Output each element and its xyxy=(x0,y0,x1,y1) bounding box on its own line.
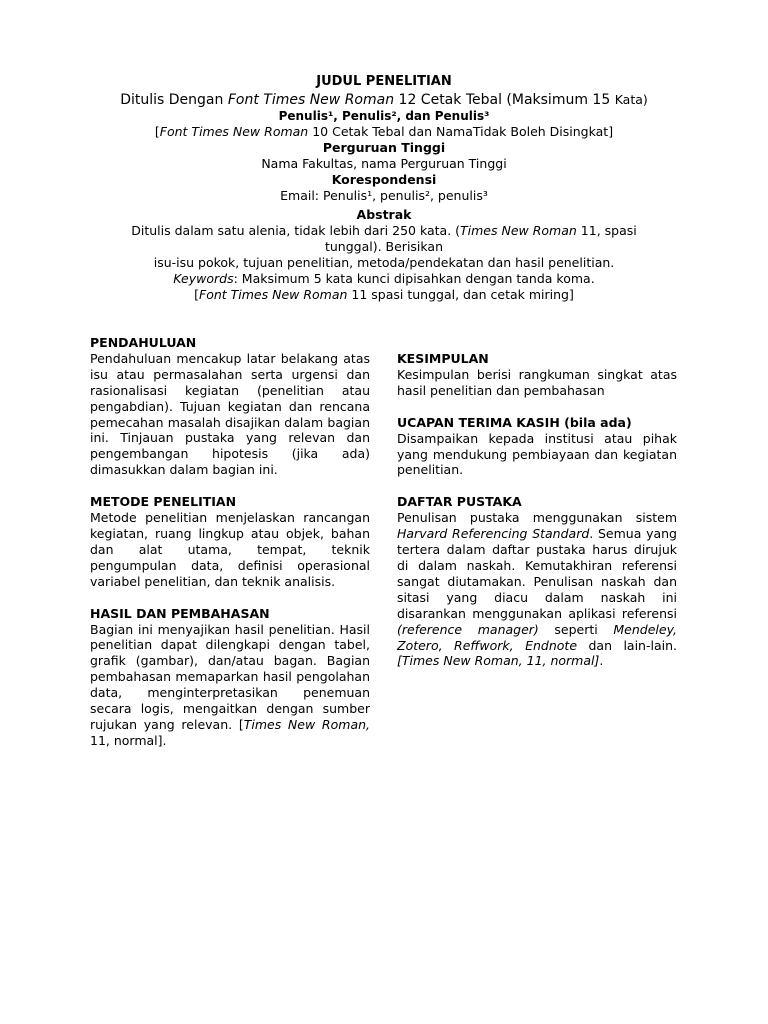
title-instruction-pre: Ditulis Dengan xyxy=(120,92,228,108)
ref-text-3: . Semua yang tertera dalam daftar pustaka harus dirujuk di dalam naskah. Kemutakhiran referensi sangat diutamakan. Penulisan naskah dan sitasi yang diacu dalam naskah ini disarankan menggunakan aplikasi referensi xyxy=(397,526,677,621)
correspondence-email: Email: Penulis¹, penulis², penulis³ xyxy=(280,188,488,203)
ref-text-1: Penulisan pustaka menggunakan sistem xyxy=(397,510,677,526)
title-instruction-end: Kata) xyxy=(614,92,648,107)
section-heading: DAFTAR PUSTAKA xyxy=(397,494,522,510)
ref-text-8: [Times New Roman, 11, normal] xyxy=(397,653,600,669)
title-instruction-post: 12 Cetak Tebal (Maksimum 15 xyxy=(394,92,615,108)
section-acknowledgement xyxy=(397,415,677,479)
results-note-post: 11, normal]. xyxy=(90,732,167,748)
section-method xyxy=(90,494,370,589)
ref-text-4: (reference manager) xyxy=(397,621,539,637)
paper-title: JUDUL PENELITIAN xyxy=(316,74,452,89)
section-results xyxy=(90,606,370,749)
author-instruction xyxy=(90,124,678,140)
section-introduction xyxy=(90,335,370,478)
abstract-note-font: Font Times New Roman xyxy=(199,287,348,302)
section-references xyxy=(397,494,677,669)
ref-text-5: seperti xyxy=(538,621,614,637)
institution-name: Nama Fakultas, nama Perguruan Tinggi xyxy=(261,156,507,171)
keywords-label: Keywords xyxy=(173,271,234,286)
ref-text-9: . xyxy=(599,653,604,669)
abstract-line-1 xyxy=(90,223,678,239)
results-note-font: Times New Roman, xyxy=(243,716,370,732)
ref-text-2: Harvard Referencing Standard xyxy=(397,526,590,542)
section-heading: KESIMPULAN xyxy=(397,351,489,366)
section-body xyxy=(90,622,370,749)
section-body: Disampaikan kepada institusi atau pihak yang mendukung pembiayaan dan kegiatan penelitian. xyxy=(397,430,677,478)
section-heading: PENDAHULUAN xyxy=(90,335,197,350)
results-text: Bagian ini menyajikan hasil penelitian. Hasil penelitian dapat dilengkapi dengan tabel, grafik (gambar), dan/atau bagan. Bagian pembahasan memaparkan hasil pengolahan data, menginterpretasikan penemuan secara logis, mengaitkan dengan sumber rujukan yang relevan. xyxy=(90,621,370,732)
correspondence-label: Korespondensi xyxy=(331,172,437,187)
author-instruction-open: [ xyxy=(154,124,160,139)
section-body: Pendahuluan mencakup latar belakang atas isu atau permasalahan serta urgensi dan rasionalisasi kegiatan (penelitian atau pengabdian). Tujuan kegiatan dan rencana pemecahan masalah disajikan dalam bagian ini. Tinjauan pustaka yang relevan dan pengembangan hipotesis (jika ada) dimasukkan dalam bagian ini. xyxy=(90,350,370,478)
abstract-note-open: [ xyxy=(194,287,199,302)
abstract-label: Abstrak xyxy=(356,207,412,222)
abstract-note-post: 11 spasi tunggal, dan cetak miring] xyxy=(347,287,574,302)
left-column xyxy=(90,335,370,765)
abstract-line-1-font: Times New Roman xyxy=(460,223,577,238)
right-column xyxy=(397,351,677,685)
abstract-note xyxy=(90,287,678,303)
institution-label: Perguruan Tinggi xyxy=(322,140,446,155)
ref-text-6: Mendeley, Zotero, Reffwork, Endnote xyxy=(397,621,677,653)
section-body: Kesimpulan berisi rangkuman singkat atas hasil penelitian dan pembahasan xyxy=(397,366,677,398)
section-body xyxy=(397,510,677,669)
section-conclusion xyxy=(397,351,677,399)
section-body: Metode penelitian menjelaskan rancangan kegiatan, ruang lingkup atau objek, bahan dan alat utama, tempat, teknik pengumpulan data, definisi operasional variabel penelitian, dan teknik analisis. xyxy=(90,510,370,589)
keywords-line xyxy=(90,271,678,287)
author-instruction-font: Font Times New Roman xyxy=(159,124,309,139)
title-instruction xyxy=(90,91,678,109)
abstract-line-3: isu-isu pokok, tujuan penelitian, metoda/pendekatan dan hasil penelitian. xyxy=(153,255,615,270)
results-note-open: [ xyxy=(232,716,244,732)
section-heading: METODE PENELITIAN xyxy=(90,494,237,510)
abstract-line-2: tunggal). Berisikan xyxy=(324,239,444,254)
paper-header xyxy=(90,73,678,303)
abstract-line-1-post: 11, spasi xyxy=(576,223,637,238)
section-heading: UCAPAN TERIMA KASIH (bila ada) xyxy=(397,414,632,430)
keywords-text: : Maksimum 5 kata kunci dipisahkan dengan tanda koma. xyxy=(233,271,595,286)
author-instruction-post: 10 Cetak Tebal dan NamaTidak Boleh Disingkat] xyxy=(308,124,614,139)
author-list: Penulis¹, Penulis², dan Penulis³ xyxy=(278,109,490,123)
abstract-line-1-pre: Ditulis dalam satu alenia, tidak lebih dari 250 kata. ( xyxy=(131,223,461,238)
section-heading: HASIL DAN PEMBAHASAN xyxy=(90,605,270,621)
ref-text-7: dan lain-lain. xyxy=(577,637,677,653)
title-instruction-font: Font Times New Roman xyxy=(227,92,395,108)
